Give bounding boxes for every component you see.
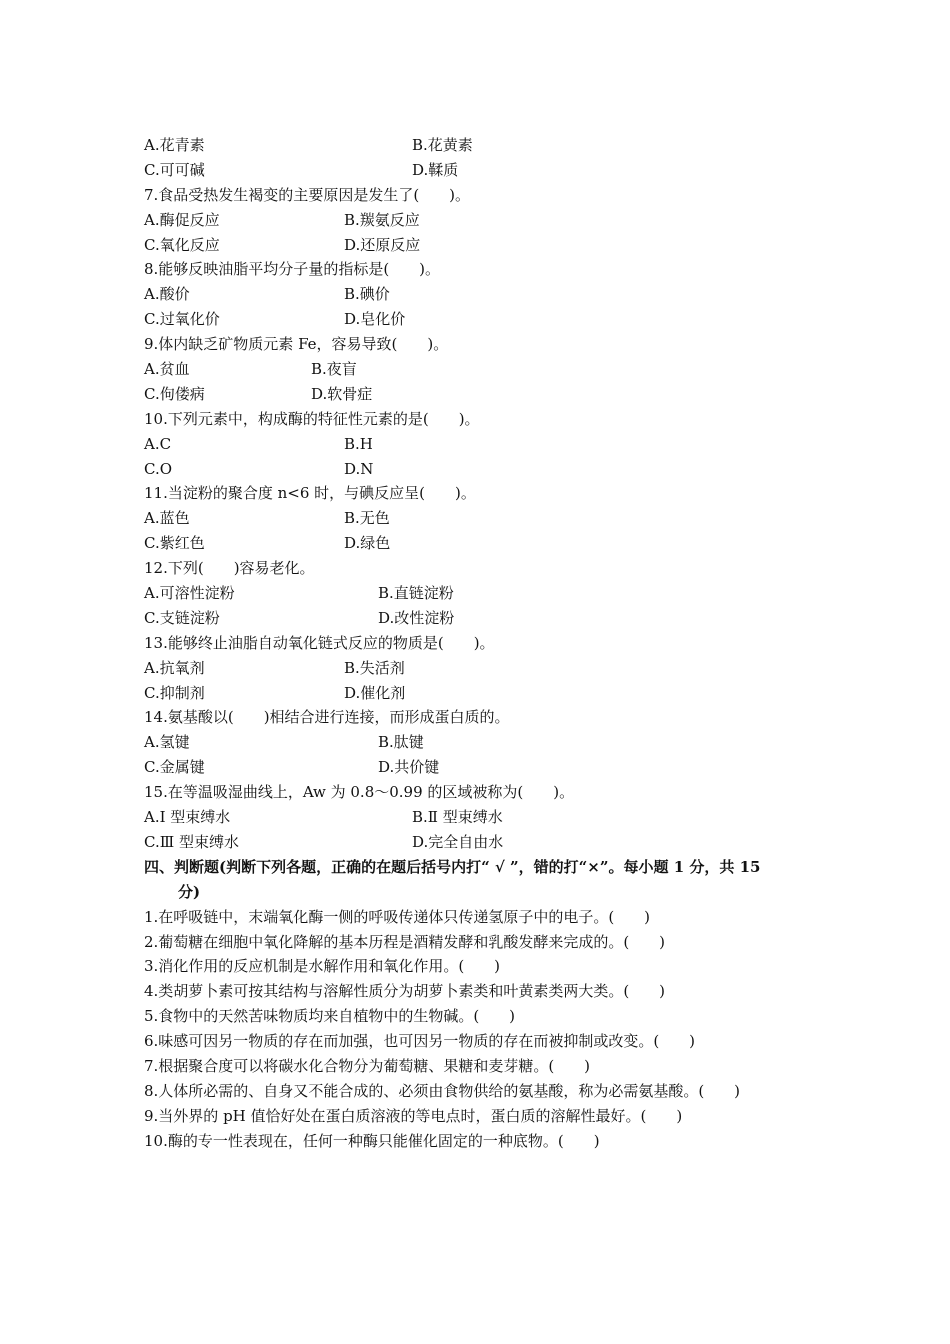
option-row [144, 506, 824, 531]
question-text: 10.酶的专一性表现在，任何一种酶只能催化固定的一种底物。( ) [144, 1131, 600, 1150]
section-heading-continued: 分) [178, 882, 201, 901]
option-left: A.花青素 [144, 136, 205, 154]
question-text: 1.在呼吸链中，末端氧化酶一侧的呼吸传递体只传递氢原子中的电子。( ) [144, 907, 651, 926]
option-row [144, 531, 824, 556]
option-right: D.鞣质 [412, 160, 459, 179]
option-right: B.无色 [344, 509, 390, 528]
option-left: A.氢键 [144, 733, 190, 752]
option-row [144, 158, 824, 183]
option-left: C.O [144, 459, 173, 478]
option-right: D.共价键 [378, 758, 440, 777]
question-text: 14.氨基酸以( )相结合进行连接，而形成蛋白质的。 [144, 708, 510, 727]
question-text: 9.当外界的 pH 值恰好处在蛋白质溶液的等电点时，蛋白质的溶解性最好。( ) [144, 1106, 683, 1125]
option-right: D.皂化价 [344, 310, 406, 329]
exam-content [144, 133, 824, 1154]
option-row [144, 805, 824, 830]
question-text: 7.食品受热发生褐变的主要原因是发生了( )。 [144, 185, 471, 204]
option-row [144, 357, 824, 382]
option-left: A.贫血 [144, 360, 190, 379]
option-left: A.抗氧剂 [144, 658, 205, 677]
option-right: D.软骨症 [311, 384, 373, 403]
option-row [144, 307, 824, 332]
option-row [144, 681, 824, 706]
option-row [144, 581, 824, 606]
option-right: D.催化剂 [344, 683, 406, 702]
question-text: 9.体内缺乏矿物质元素 Fe，容易导致( )。 [144, 335, 449, 354]
option-left: A.可溶性淀粉 [144, 584, 235, 603]
option-row [144, 382, 824, 407]
option-right: B.花黄素 [412, 136, 473, 154]
question-text: 13.能够终止油脂自动氧化链式反应的物质是( )。 [144, 633, 495, 652]
option-row [144, 282, 824, 307]
question-text: 12.下列( )容易老化。 [144, 559, 315, 578]
option-left: A.Ⅰ 型束缚水 [144, 808, 231, 827]
option-left: C.佝偻病 [144, 384, 205, 403]
option-left: A.蓝色 [144, 509, 190, 528]
option-right: D.完全自由水 [412, 832, 504, 851]
option-row [144, 457, 824, 482]
option-left: C.可可碱 [144, 160, 205, 179]
option-left: A.酸价 [144, 285, 190, 304]
option-row [144, 133, 824, 158]
option-left: A.C [144, 434, 172, 453]
option-right: D.N [344, 459, 374, 478]
option-right: B.直链淀粉 [378, 584, 454, 603]
option-row [144, 656, 824, 681]
question-text: 3.消化作用的反应机制是水解作用和氧化作用。( ) [144, 957, 501, 976]
question-text: 2.葡萄糖在细胞中氧化降解的基本历程是酒精发酵和乳酸发酵来完成的。( ) [144, 932, 666, 951]
option-row [144, 606, 824, 631]
option-left: C.紫红色 [144, 534, 205, 553]
question-text: 7.根据聚合度可以将碳水化合物分为葡萄糖、果糖和麦芽糖。( ) [144, 1056, 591, 1075]
option-left: C.过氧化价 [144, 310, 220, 329]
question-text: 4.类胡萝卜素可按其结构与溶解性质分为胡萝卜素类和叶黄素类两大类。( ) [144, 982, 666, 1001]
option-right: B.夜盲 [311, 360, 357, 379]
question-text: 15.在等温吸湿曲线上，Aw 为 0.8～0.99 的区域被称为( )。 [144, 783, 575, 802]
option-right: B.失活剂 [344, 658, 405, 677]
option-right: D.还原反应 [344, 235, 421, 254]
question-text: 5.食物中的天然苦味物质均来自植物中的生物碱。( ) [144, 1007, 516, 1026]
option-row [144, 432, 824, 457]
option-row [144, 233, 824, 258]
question-text: 8.能够反映油脂平均分子量的指标是( )。 [144, 260, 441, 279]
section-heading: 四、判断题(判断下列各题，正确的在题后括号内打“ √ ”，错的打“×”。每小题 1 分，共 15 [144, 857, 761, 876]
question-text: 10.下列元素中，构成酶的特征性元素的是( )。 [144, 409, 480, 428]
option-left: C.金属键 [144, 758, 205, 777]
option-left: C.Ⅲ 型束缚水 [144, 832, 239, 851]
option-right: B.碘价 [344, 285, 390, 304]
option-left: C.氧化反应 [144, 235, 220, 254]
option-row [144, 755, 824, 780]
option-right: D.绿色 [344, 534, 391, 553]
option-row [144, 208, 824, 233]
question-text: 11.当淀粉的聚合度 n<6 时，与碘反应呈( )。 [144, 484, 476, 503]
option-row [144, 730, 824, 755]
option-right: B.肽键 [378, 733, 424, 752]
option-right: B.H [344, 434, 373, 453]
option-left: A.酶促反应 [144, 210, 220, 229]
option-right: B.Ⅱ 型束缚水 [412, 808, 503, 827]
option-right: D.改性淀粉 [378, 608, 455, 627]
option-row [144, 830, 824, 855]
option-left: C.抑制剂 [144, 683, 205, 702]
question-text: 8.人体所必需的、自身又不能合成的、必须由食物供给的氨基酸，称为必需氨基酸。( ) [144, 1081, 741, 1100]
option-left: C.支链淀粉 [144, 608, 220, 627]
question-text: 6.味感可因另一物质的存在而加强，也可因另一物质的存在而被抑制或改变。( ) [144, 1032, 696, 1051]
option-right: B.羰氨反应 [344, 210, 420, 229]
